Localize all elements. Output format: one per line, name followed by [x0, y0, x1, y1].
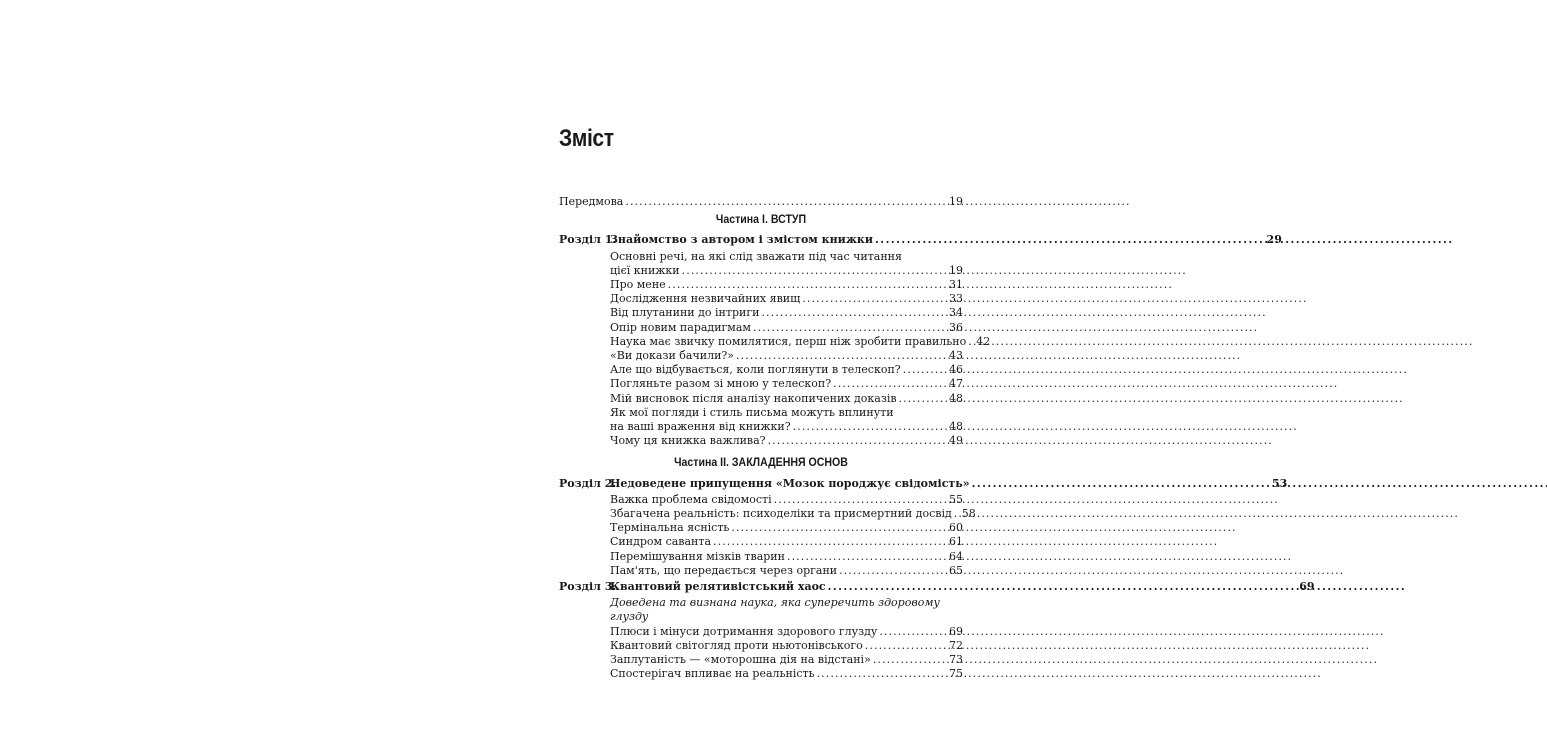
dot-leader — [625, 195, 947, 209]
dot-leader — [761, 306, 947, 320]
toc-entry — [559, 493, 963, 507]
toc-entry-label: цієї книжки — [610, 263, 680, 277]
dot-leader — [731, 521, 947, 535]
page-number: 34 — [949, 306, 963, 320]
chapter-heading-1 — [559, 233, 1282, 247]
toc-entry — [559, 521, 963, 535]
toc-entry-label: Важка проблема свідомості — [610, 492, 772, 506]
dot-leader — [753, 321, 947, 335]
page-number: 65 — [949, 563, 963, 577]
toc-entry-label: Про мене — [610, 278, 666, 292]
dot-leader — [875, 233, 1265, 247]
chapter-heading-2 — [559, 476, 1288, 491]
page-number: 60 — [949, 521, 963, 535]
dot-leader — [833, 377, 947, 391]
dot-leader — [736, 349, 947, 363]
toc-entry-label: Збагачена реальність: психоделіки та присмертний досвід — [610, 507, 952, 521]
toc-entry-label: Перемішування мізків тварин — [610, 549, 785, 563]
page-number: 42 — [976, 334, 991, 348]
page-number: 69 — [949, 624, 963, 638]
toc-entry — [559, 434, 963, 448]
toc-entry-label: Погляньте разом зі мною у телескоп? — [610, 377, 832, 391]
toc-entry-label: Термінальна ясність — [610, 521, 730, 535]
toc-entry-label: Квантовий світогляд проти ньютонівського — [610, 638, 863, 652]
chapter-title: Недоведене припущення «Мозок породжує свідомість» — [610, 476, 970, 490]
toc-entry-label: Дослідження незвичайних явищ — [610, 292, 801, 306]
dot-leader — [768, 434, 947, 448]
chapter-heading-3 — [559, 580, 1315, 594]
toc-entry-label: Пам'ять, що передається через органи — [610, 563, 838, 577]
dot-leader — [954, 507, 960, 521]
dot-leader — [839, 564, 947, 578]
toc-entry-label: Передмова — [559, 195, 624, 208]
chapter-label: Розділ 2. — [559, 476, 617, 490]
toc-entry — [559, 639, 963, 653]
toc-entry — [559, 363, 963, 377]
page-title: Зміст — [559, 125, 614, 152]
dot-leader — [682, 264, 947, 278]
toc-entry-label: Мій висновок після аналізу накопичених доказів — [610, 391, 897, 405]
toc-entry-label: Від плутанини до інтриги — [610, 306, 760, 320]
toc-entry-label: Як мої погляди і стиль письма можуть вплинути — [610, 405, 894, 419]
dot-leader — [873, 653, 947, 667]
page-number: 48 — [949, 391, 963, 405]
toc-entry — [559, 507, 976, 521]
page-number: 29 — [1266, 233, 1282, 247]
chapter-subtitle: Доведена та визнана наука, яка суперечить здоровому глузду — [610, 596, 940, 624]
dot-leader — [793, 420, 947, 434]
page-number: 64 — [949, 549, 963, 563]
toc-entry — [559, 349, 963, 363]
toc-entry-label: Опір новим парадигмам — [610, 320, 751, 334]
toc-entry-label: на ваші враження від книжки? — [610, 420, 791, 434]
page-number: 75 — [949, 667, 963, 681]
toc-entry — [559, 250, 963, 278]
book-page — [559, 0, 1315, 729]
page-number: 31 — [949, 278, 963, 292]
dot-leader — [865, 639, 947, 653]
dot-leader — [817, 667, 947, 681]
toc-entry-preface — [559, 195, 963, 209]
page-number: 47 — [949, 377, 963, 391]
part-heading-1: Частина І. ВСТУП — [715, 214, 807, 227]
page-number: 48 — [949, 420, 963, 434]
toc-entry — [559, 667, 963, 681]
page-number: 55 — [949, 492, 963, 506]
dot-leader — [668, 278, 947, 292]
dot-leader — [828, 580, 1298, 594]
toc-entry — [559, 625, 963, 639]
dot-leader — [972, 477, 1270, 491]
dot-leader — [879, 625, 947, 639]
toc-entry — [559, 392, 963, 406]
toc-entry-label: Чому ця книжка важлива? — [610, 434, 766, 448]
toc-entry-label: Основні речі, на які слід зважати під час читання — [610, 249, 902, 263]
toc-entry — [559, 564, 963, 578]
page-number: 36 — [949, 320, 963, 334]
dot-leader — [903, 363, 947, 377]
page-number: 49 — [949, 434, 963, 448]
toc-entry-label: Але що відбувається, коли поглянути в телескоп? — [610, 363, 901, 377]
dot-leader — [899, 392, 947, 406]
page-number: 73 — [949, 653, 963, 667]
page-number: 19 — [949, 263, 963, 277]
toc-entry-label: Плюси і мінуси дотримання здорового глузду — [610, 624, 878, 638]
toc-entry — [559, 334, 991, 349]
dot-leader — [787, 550, 947, 564]
part-heading-2: Частина ІІ. ЗАКЛАДЕННЯ ОСНОВ — [674, 457, 848, 470]
chapter-title: Квантовий релятивістський хаос — [610, 580, 826, 594]
page-number: 58 — [961, 507, 976, 521]
toc-entry-label: Синдром саванта — [610, 535, 712, 549]
toc-entry — [559, 550, 963, 564]
toc-entry — [559, 292, 963, 306]
chapter-label: Розділ 1. — [559, 233, 617, 247]
table-of-contents — [559, 195, 1315, 682]
page-number: 53 — [1272, 476, 1288, 490]
toc-entry — [559, 278, 963, 292]
dot-leader — [713, 535, 947, 549]
toc-entry — [559, 653, 963, 667]
toc-entry — [559, 377, 963, 391]
page-number: 46 — [949, 363, 963, 377]
chapter-label: Розділ 3. — [559, 580, 617, 594]
page-number: 61 — [949, 535, 963, 549]
page-number: 33 — [949, 292, 963, 306]
dot-leader — [968, 335, 974, 349]
toc-entry-label: «Ви докази бачили?» — [610, 349, 735, 363]
page-number: 69 — [1299, 580, 1315, 594]
toc-entry-label: Заплутаність — «моторошна дія на відстані» — [610, 653, 871, 667]
toc-entry — [559, 406, 963, 434]
toc-entry-label: Спостерігач впливає на реальність — [610, 667, 815, 681]
toc-entry — [559, 321, 963, 335]
page-number: 43 — [949, 349, 963, 363]
dot-leader — [774, 493, 947, 507]
toc-entry-label: Наука має звичку помилятися, перш ніж зробити правильно — [610, 334, 967, 348]
page-number: 72 — [949, 638, 963, 652]
dot-leader — [802, 292, 947, 306]
toc-entry — [559, 306, 963, 320]
page-number: 19 — [949, 195, 963, 208]
toc-entry — [559, 535, 963, 549]
chapter-title: Знайомство з автором і змістом книжки — [610, 233, 874, 247]
